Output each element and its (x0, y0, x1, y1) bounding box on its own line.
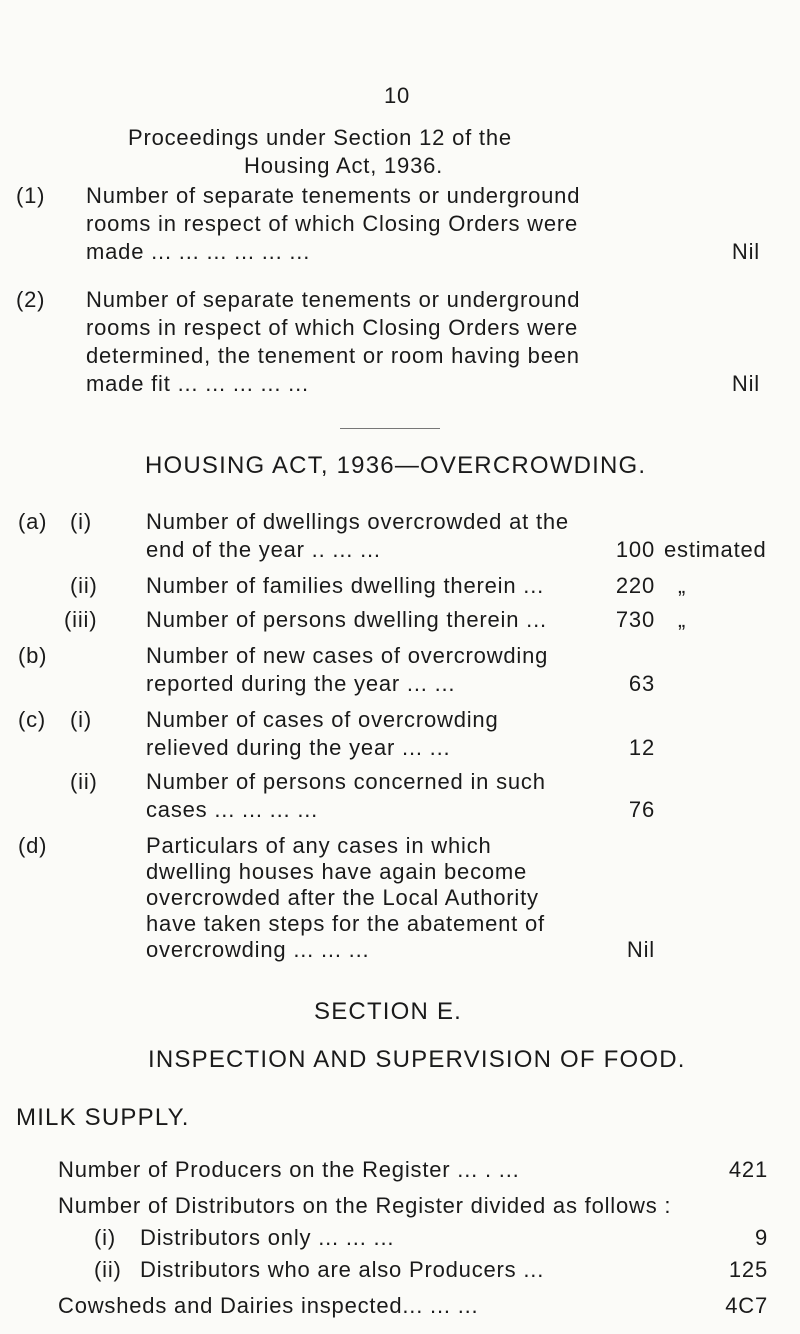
a-iii-line1: Number of persons dwelling therein ... (146, 607, 547, 632)
a-i-label: (i) (70, 509, 92, 534)
dist-only-value: 9 (754, 1225, 768, 1250)
distributors-intro: Number of Distributors on the Register divided as follows : (58, 1193, 672, 1218)
c-ii-line1: Number of persons concerned in such (146, 769, 546, 794)
item-1-line3: made ... ... ... ... ... ... (86, 239, 311, 264)
milk-heading: MILK SUPPLY. (16, 1104, 190, 1131)
d-label: (d) (18, 833, 48, 858)
a-i-value: 100 (615, 537, 655, 562)
item-1-value: Nil (731, 239, 760, 264)
c-i-line2: relieved during the year ... ... (146, 735, 451, 760)
d-line1: Particulars of any cases in which (146, 833, 492, 858)
a-i-note: estimated (664, 537, 767, 562)
cowsheds-label: Cowsheds and Dairies inspected... ... ... (58, 1293, 479, 1318)
section-e-heading: SECTION E. (314, 998, 463, 1025)
b-value: 63 (628, 671, 655, 696)
section-divider (340, 428, 440, 429)
c-i-value: 12 (628, 735, 655, 760)
a-i-line1: Number of dwellings overcrowded at the (146, 509, 569, 534)
proceedings-title-line2: Housing Act, 1936. (244, 153, 444, 178)
item-1-label: (1) (16, 183, 46, 208)
section-e-subheading: INSPECTION AND SUPERVISION OF FOOD. (148, 1046, 686, 1073)
b-label: (b) (18, 643, 48, 668)
producers-value: 421 (728, 1157, 768, 1182)
item-2-line4: made fit ... ... ... ... ... (86, 371, 309, 396)
a-label: (a) (18, 509, 48, 534)
c-label: (c) (18, 707, 47, 732)
b-line1: Number of new cases of overcrowding (146, 643, 549, 668)
c-i-line1: Number of cases of overcrowding (146, 707, 499, 732)
proceedings-title-line1: Proceedings under Section 12 of the (128, 125, 512, 150)
dist-producers-value: 125 (728, 1257, 768, 1282)
d-line5: overcrowding ... ... ... (146, 937, 370, 962)
c-ii-line2: cases ... ... ... ... (146, 797, 319, 822)
item-2-line3: determined, the tenement or room having been (86, 343, 580, 368)
a-ii-line1: Number of families dwelling therein ... (146, 573, 545, 598)
a-iii-note: „ (678, 607, 687, 632)
b-line2: reported during the year ... ... (146, 671, 456, 696)
page-number: 10 (384, 83, 411, 108)
a-ii-label: (ii) (70, 573, 98, 598)
item-2-line1: Number of separate tenements or underground (86, 287, 581, 312)
dist-only-label: (i) (94, 1225, 116, 1250)
producers-label: Number of Producers on the Register ... . ... (58, 1157, 520, 1182)
d-line3: overcrowded after the Local Authority (146, 885, 539, 910)
c-i-label: (i) (70, 707, 92, 732)
c-ii-label: (ii) (70, 769, 98, 794)
item-1-line1: Number of separate tenements or underground (86, 183, 581, 208)
a-ii-note: „ (678, 573, 687, 598)
c-ii-value: 76 (628, 797, 655, 822)
item-2-value: Nil (731, 371, 760, 396)
item-1-line2: rooms in respect of which Closing Orders were (86, 211, 579, 236)
d-line4: have taken steps for the abatement of (146, 911, 545, 936)
dist-only-text: Distributors only ... ... ... (140, 1225, 395, 1250)
d-line2: dwelling houses have again become (146, 859, 528, 884)
a-iii-label: (iii) (64, 607, 98, 632)
dist-producers-text: Distributors who are also Producers ... (140, 1257, 545, 1282)
a-i-line2: end of the year .. ... ... (146, 537, 381, 562)
overcrowding-heading: HOUSING ACT, 1936—OVERCROWDING. (145, 452, 647, 479)
a-ii-value: 220 (615, 573, 655, 598)
dist-producers-label: (ii) (94, 1257, 122, 1282)
a-iii-value: 730 (615, 607, 655, 632)
item-2-label: (2) (16, 287, 46, 312)
d-value: Nil (626, 937, 655, 962)
item-2-line2: rooms in respect of which Closing Orders were (86, 315, 579, 340)
cowsheds-value: 4C7 (725, 1293, 768, 1318)
